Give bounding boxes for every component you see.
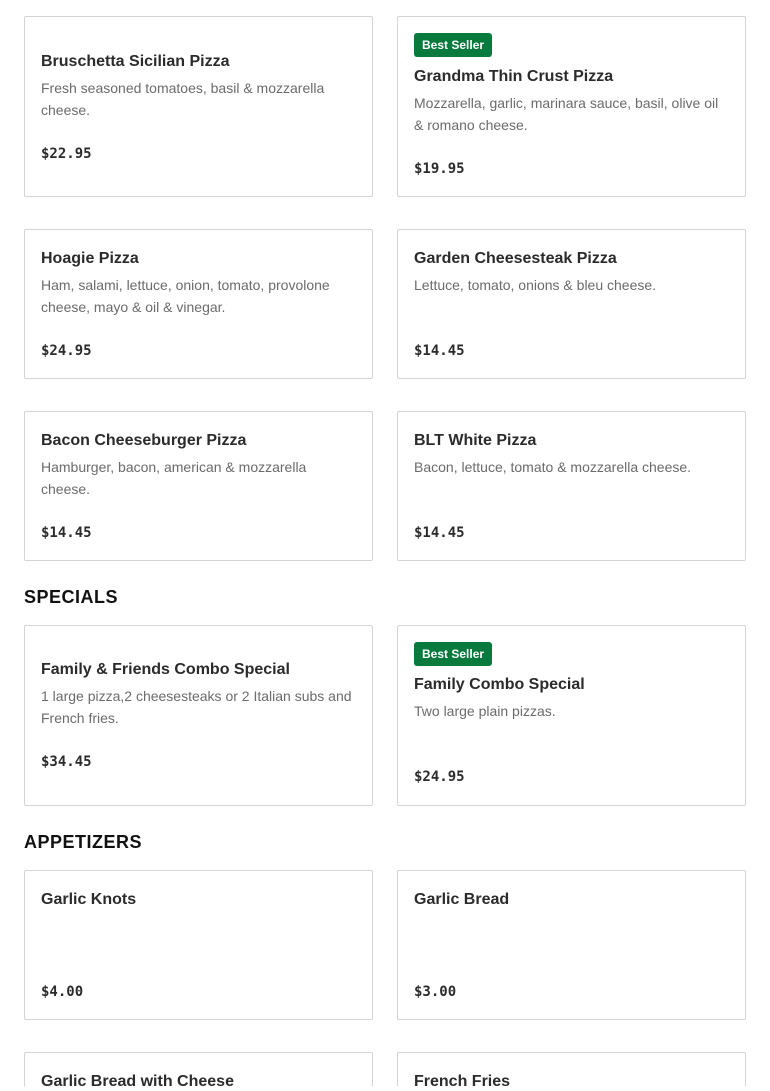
item-name: Family Combo Special <box>414 676 585 693</box>
item-description: Hamburger, bacon, american & mozzarella cheese. <box>41 459 307 497</box>
menu-item-card[interactable] <box>397 1052 746 1090</box>
item-name: Garlic Knots <box>41 891 137 908</box>
item-price: $3.00 <box>414 984 457 1000</box>
menu-item-card[interactable] <box>397 411 746 561</box>
item-price: $14.45 <box>41 525 92 541</box>
item-name: French Fries <box>414 1073 511 1090</box>
item-price: $24.95 <box>414 769 465 785</box>
menu-item-card[interactable] <box>24 1052 373 1090</box>
item-price: $14.45 <box>414 343 465 359</box>
best-seller-badge: Best Seller <box>414 642 492 666</box>
best-seller-badge: Best Seller <box>414 33 492 57</box>
menu-item-card[interactable] <box>397 229 746 379</box>
item-description: Two large plain pizzas. <box>414 703 556 719</box>
section-title-specials: SPECIALS <box>24 587 119 607</box>
item-price: $14.45 <box>414 525 465 541</box>
item-description: Ham, salami, lettuce, onion, tomato, provolone cheese, mayo & oil & vinegar. <box>41 277 330 315</box>
item-name: Hoagie Pizza <box>41 250 139 267</box>
item-description: 1 large pizza,2 cheesesteaks or 2 Italian subs and French fries. <box>41 688 352 726</box>
item-name: Garden Cheesesteak Pizza <box>414 250 617 267</box>
menu-item-card[interactable] <box>397 870 746 1020</box>
menu-item-card[interactable] <box>24 411 373 561</box>
item-price: $19.95 <box>414 161 465 177</box>
section-title-appetizers: APPETIZERS <box>24 832 143 852</box>
menu-item-card[interactable] <box>397 16 746 197</box>
item-name: Garlic Bread with Cheese <box>41 1073 234 1090</box>
item-price: $24.95 <box>41 343 92 359</box>
item-description: Mozzarella, garlic, marinara sauce, basil, olive oil & romano cheese. <box>414 95 719 133</box>
menu-item-card[interactable] <box>24 229 373 379</box>
item-price: $22.95 <box>41 146 92 162</box>
item-name: BLT White Pizza <box>414 432 537 449</box>
item-name: Garlic Bread <box>414 891 510 908</box>
item-price: $4.00 <box>41 984 84 1000</box>
item-description: Lettuce, tomato, onions & bleu cheese. <box>414 277 657 293</box>
menu-item-card[interactable] <box>24 625 373 806</box>
menu-item-card[interactable] <box>397 625 746 806</box>
item-price: $34.45 <box>41 754 92 770</box>
item-name: Bacon Cheeseburger Pizza <box>41 432 247 449</box>
item-name: Bruschetta Sicilian Pizza <box>41 53 230 70</box>
item-name: Grandma Thin Crust Pizza <box>414 68 614 85</box>
menu-item-card[interactable] <box>24 16 373 197</box>
menu-item-card[interactable] <box>24 870 373 1020</box>
item-description: Bacon, lettuce, tomato & mozzarella cheese. <box>414 459 692 475</box>
item-description: Fresh seasoned tomatoes, basil & mozzarella cheese. <box>41 80 325 118</box>
item-name: Family & Friends Combo Special <box>41 661 290 678</box>
